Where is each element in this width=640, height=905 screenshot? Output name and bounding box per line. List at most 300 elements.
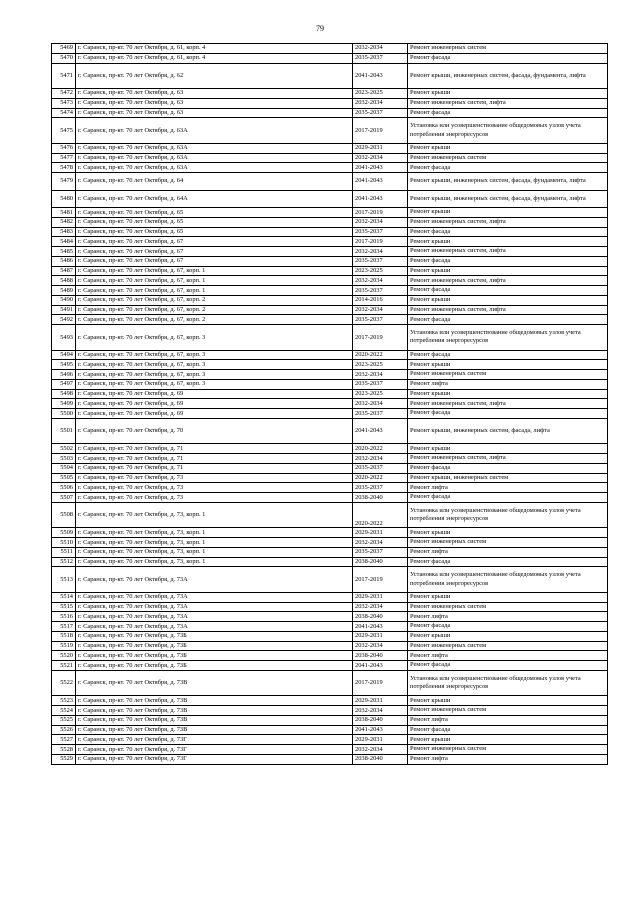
row-number-cell: 5476 xyxy=(52,143,76,153)
work-type-cell xyxy=(408,63,608,89)
work-type-text: Ремонт крыши xyxy=(410,696,451,704)
work-type-text: Ремонт инженерных систем xyxy=(410,602,487,610)
table-row xyxy=(52,163,608,173)
work-type-cell xyxy=(408,379,608,389)
row-number-cell: 5509 xyxy=(52,528,76,538)
period-cell: 2032-2034 xyxy=(353,706,408,716)
work-type-cell xyxy=(408,641,608,651)
work-type-cell xyxy=(408,651,608,661)
period-cell: 2038-2040 xyxy=(353,493,408,503)
row-number-cell: 5529 xyxy=(52,754,76,764)
row-number-cell: 5506 xyxy=(52,483,76,493)
row-number-cell: 5499 xyxy=(52,399,76,409)
work-type-cell xyxy=(408,631,608,641)
row-number-cell: 5512 xyxy=(52,557,76,567)
address-cell: г. Саранск, пр-кт. 70 лет Октября, д. 64 xyxy=(76,173,353,191)
address-cell: г. Саранск, пр-кт. 70 лет Октября, д. 73Г xyxy=(76,745,353,755)
work-type-cell xyxy=(408,286,608,296)
address-cell: г. Саранск, пр-кт. 70 лет Октября, д. 65 xyxy=(76,208,353,218)
row-number-cell: 5482 xyxy=(52,217,76,227)
period-cell: 2041-2043 xyxy=(353,190,408,208)
work-type-cell xyxy=(408,547,608,557)
work-type-text: Ремонт лифта xyxy=(410,548,448,556)
period-cell: 2035-2037 xyxy=(353,108,408,118)
work-type-text: Ремонт фасада xyxy=(410,464,451,472)
period-cell: 2017-2019 xyxy=(353,208,408,218)
period-cell: 2029-2031 xyxy=(353,735,408,745)
work-type-cell xyxy=(408,567,608,593)
table-row xyxy=(52,325,608,351)
period-cell: 2035-2037 xyxy=(353,227,408,237)
row-number-cell: 5469 xyxy=(52,44,76,54)
table-row xyxy=(52,389,608,399)
row-number-cell: 5494 xyxy=(52,350,76,360)
table-body xyxy=(52,44,608,765)
work-type-text: Ремонт крыши xyxy=(410,296,451,304)
work-type-cell xyxy=(408,360,608,370)
work-type-text: Ремонт лифта xyxy=(410,380,448,388)
work-type-text: Ремонт инженерных систем, лифта xyxy=(410,99,506,107)
row-number-cell: 5528 xyxy=(52,745,76,755)
table-row xyxy=(52,661,608,671)
work-type-text: Ремонт фасада xyxy=(410,54,451,62)
work-type-cell xyxy=(408,754,608,764)
work-type-text: Ремонт инженерных систем, лифта xyxy=(410,454,506,462)
period-cell: 2035-2037 xyxy=(353,256,408,266)
work-type-text: Ремонт фасада xyxy=(410,493,451,501)
period-cell: 2032-2034 xyxy=(353,745,408,755)
work-type-cell xyxy=(408,190,608,208)
table-row xyxy=(52,256,608,266)
address-cell: г. Саранск, пр-кт. 70 лет Октября, д. 73А xyxy=(76,567,353,593)
table-row xyxy=(52,463,608,473)
period-cell: 2029-2031 xyxy=(353,631,408,641)
period-cell: 2014-2016 xyxy=(353,295,408,305)
work-type-cell xyxy=(408,256,608,266)
table-row xyxy=(52,612,608,622)
table-row xyxy=(52,350,608,360)
work-type-cell xyxy=(408,538,608,548)
row-number-cell: 5514 xyxy=(52,592,76,602)
work-type-text: Ремонт крыши xyxy=(410,389,451,397)
work-type-cell xyxy=(408,745,608,755)
table-row xyxy=(52,266,608,276)
address-cell: г. Саранск, пр-кт. 70 лет Октября, д. 67, корп. 2 xyxy=(76,305,353,315)
table-row xyxy=(52,276,608,286)
table-row xyxy=(52,173,608,191)
work-type-cell xyxy=(408,350,608,360)
table-row xyxy=(52,706,608,716)
work-type-text: Ремонт инженерных систем xyxy=(410,538,487,546)
address-cell: г. Саранск, пр-кт. 70 лет Октября, д. 73В xyxy=(76,706,353,716)
table-row xyxy=(52,502,608,528)
address-cell: г. Саранск, пр-кт. 70 лет Октября, д. 63А xyxy=(76,163,353,173)
address-cell: г. Саранск, пр-кт. 70 лет Октября, д. 69 xyxy=(76,389,353,399)
work-type-text: Ремонт инженерных систем xyxy=(410,745,487,753)
period-cell: 2023-2025 xyxy=(353,360,408,370)
table-row xyxy=(52,118,608,144)
row-number-cell: 5516 xyxy=(52,612,76,622)
period-cell: 2038-2040 xyxy=(353,651,408,661)
row-number-cell: 5488 xyxy=(52,276,76,286)
period-cell: 2017-2019 xyxy=(353,670,408,696)
work-type-cell xyxy=(408,463,608,473)
work-type-cell xyxy=(408,173,608,191)
table-row xyxy=(52,217,608,227)
page-number: 79 xyxy=(316,24,324,33)
address-cell: г. Саранск, пр-кт. 70 лет Октября, д. 73В xyxy=(76,670,353,696)
row-number-cell: 5485 xyxy=(52,247,76,257)
row-number-cell: 5510 xyxy=(52,538,76,548)
work-type-text: Ремонт крыши, инженерных систем xyxy=(410,473,509,481)
row-number-cell: 5511 xyxy=(52,547,76,557)
row-number-cell: 5496 xyxy=(52,370,76,380)
work-type-text: Ремонт лифта xyxy=(410,755,448,763)
period-cell: 2038-2040 xyxy=(353,557,408,567)
work-type-cell xyxy=(408,483,608,493)
table-row xyxy=(52,360,608,370)
period-cell: 2023-2025 xyxy=(353,266,408,276)
table-row xyxy=(52,473,608,483)
work-type-cell xyxy=(408,502,608,528)
table-row xyxy=(52,237,608,247)
period-cell: 2041-2043 xyxy=(353,661,408,671)
address-cell: г. Саранск, пр-кт. 70 лет Октября, д. 73, корп. 1 xyxy=(76,502,353,528)
row-number-cell: 5472 xyxy=(52,89,76,99)
period-cell: 2032-2034 xyxy=(353,370,408,380)
address-cell: г. Саранск, пр-кт. 70 лет Октября, д. 73В xyxy=(76,696,353,706)
table-row xyxy=(52,418,608,444)
address-cell: г. Саранск, пр-кт. 70 лет Октября, д. 69 xyxy=(76,409,353,419)
row-number-cell: 5517 xyxy=(52,622,76,632)
row-number-cell: 5491 xyxy=(52,305,76,315)
work-type-cell xyxy=(408,153,608,163)
period-cell: 2023-2025 xyxy=(353,389,408,399)
period-cell: 2035-2037 xyxy=(353,483,408,493)
row-number-cell: 5495 xyxy=(52,360,76,370)
address-cell: г. Саранск, пр-кт. 70 лет Октября, д. 67, корп. 3 xyxy=(76,370,353,380)
row-number-cell: 5519 xyxy=(52,641,76,651)
work-type-cell xyxy=(408,305,608,315)
work-type-text: Ремонт крыши xyxy=(410,593,451,601)
period-cell: 2041-2043 xyxy=(353,418,408,444)
work-type-text: Ремонт крыши, инженерных систем, фасада, фундамента, лифта xyxy=(410,71,586,79)
table-row xyxy=(52,409,608,419)
address-cell: г. Саранск, пр-кт. 70 лет Октября, д. 73 xyxy=(76,473,353,483)
period-cell: 2020-2022 xyxy=(353,502,408,528)
work-type-text: Ремонт лифта xyxy=(410,612,448,620)
table-row xyxy=(52,247,608,257)
work-type-cell xyxy=(408,622,608,632)
table-row xyxy=(52,735,608,745)
address-cell: г. Саранск, пр-кт. 70 лет Октября, д. 73А xyxy=(76,612,353,622)
work-type-cell xyxy=(408,454,608,464)
work-type-text: Ремонт фасада xyxy=(410,661,451,669)
work-type-text: Ремонт крыши xyxy=(410,144,451,152)
period-cell: 2032-2034 xyxy=(353,153,408,163)
work-type-cell xyxy=(408,706,608,716)
work-type-cell xyxy=(408,715,608,725)
table-row xyxy=(52,631,608,641)
period-cell: 2035-2037 xyxy=(353,315,408,325)
table-row xyxy=(52,651,608,661)
work-type-text: Ремонт крыши, инженерных систем, фасада, лифта xyxy=(410,427,550,435)
address-cell: г. Саранск, пр-кт. 70 лет Октября, д. 71 xyxy=(76,444,353,454)
period-cell: 2017-2019 xyxy=(353,118,408,144)
table-row xyxy=(52,153,608,163)
table-row xyxy=(52,63,608,89)
work-type-cell xyxy=(408,444,608,454)
work-type-text: Ремонт инженерных систем xyxy=(410,641,487,649)
work-type-text: Ремонт инженерных систем xyxy=(410,44,487,52)
row-number-cell: 5470 xyxy=(52,53,76,63)
work-type-text: Ремонт инженерных систем, лифта xyxy=(410,218,506,226)
table-row xyxy=(52,454,608,464)
work-type-cell xyxy=(408,473,608,483)
row-number-cell: 5505 xyxy=(52,473,76,483)
period-cell: 2032-2034 xyxy=(353,276,408,286)
address-cell: г. Саранск, пр-кт. 70 лет Октября, д. 73А xyxy=(76,592,353,602)
table-row xyxy=(52,89,608,99)
work-type-cell xyxy=(408,98,608,108)
row-number-cell: 5501 xyxy=(52,418,76,444)
table-row xyxy=(52,143,608,153)
row-number-cell: 5479 xyxy=(52,173,76,191)
work-type-text: Ремонт крыши xyxy=(410,735,451,743)
work-type-cell xyxy=(408,602,608,612)
work-type-text: Ремонт крыши xyxy=(410,237,451,245)
table-row xyxy=(52,493,608,503)
address-cell: г. Саранск, пр-кт. 70 лет Октября, д. 61, корп. 4 xyxy=(76,53,353,63)
address-cell: г. Саранск, пр-кт. 70 лет Октября, д. 63А xyxy=(76,118,353,144)
address-cell: г. Саранск, пр-кт. 70 лет Октября, д. 71 xyxy=(76,454,353,464)
row-number-cell: 5524 xyxy=(52,706,76,716)
row-number-cell: 5503 xyxy=(52,454,76,464)
row-number-cell: 5477 xyxy=(52,153,76,163)
address-cell: г. Саранск, пр-кт. 70 лет Октября, д. 73Б xyxy=(76,631,353,641)
row-number-cell: 5497 xyxy=(52,379,76,389)
work-type-cell xyxy=(408,208,608,218)
period-cell: 2035-2037 xyxy=(353,286,408,296)
work-type-cell xyxy=(408,725,608,735)
work-type-text: Ремонт лифта xyxy=(410,483,448,491)
address-cell: г. Саранск, пр-кт. 70 лет Октября, д. 67, корп. 3 xyxy=(76,360,353,370)
work-type-cell xyxy=(408,143,608,153)
address-cell: г. Саранск, пр-кт. 70 лет Октября, д. 65 xyxy=(76,227,353,237)
row-number-cell: 5481 xyxy=(52,208,76,218)
period-cell: 2017-2019 xyxy=(353,567,408,593)
period-cell: 2038-2040 xyxy=(353,754,408,764)
work-type-text: Ремонт фасада xyxy=(410,315,451,323)
row-number-cell: 5493 xyxy=(52,325,76,351)
address-cell: г. Саранск, пр-кт. 70 лет Октября, д. 73, корп. 1 xyxy=(76,547,353,557)
address-cell: г. Саранск, пр-кт. 70 лет Октября, д. 67, корп. 3 xyxy=(76,350,353,360)
row-number-cell: 5489 xyxy=(52,286,76,296)
address-cell: г. Саранск, пр-кт. 70 лет Октября, д. 62 xyxy=(76,63,353,89)
period-cell: 2041-2043 xyxy=(353,163,408,173)
row-number-cell: 5492 xyxy=(52,315,76,325)
work-type-text: Ремонт крыши xyxy=(410,528,451,536)
work-type-cell xyxy=(408,163,608,173)
address-cell: г. Саранск, пр-кт. 70 лет Октября, д. 67, корп. 3 xyxy=(76,325,353,351)
work-type-cell xyxy=(408,325,608,351)
table-row xyxy=(52,286,608,296)
work-type-cell xyxy=(408,557,608,567)
address-cell: г. Саранск, пр-кт. 70 лет Октября, д. 73 xyxy=(76,493,353,503)
period-cell: 2029-2031 xyxy=(353,592,408,602)
period-cell: 2032-2034 xyxy=(353,399,408,409)
address-cell: г. Саранск, пр-кт. 70 лет Октября, д. 73, корп. 1 xyxy=(76,557,353,567)
work-type-text: Ремонт фасада xyxy=(410,227,451,235)
table-row xyxy=(52,670,608,696)
work-type-text: Ремонт крыши, инженерных систем, фасада, фундамента, лифта xyxy=(410,177,586,185)
row-number-cell: 5518 xyxy=(52,631,76,641)
period-cell: 2023-2025 xyxy=(353,89,408,99)
address-cell: г. Саранск, пр-кт. 70 лет Октября, д. 67, корп. 1 xyxy=(76,286,353,296)
work-type-text: Ремонт фасада xyxy=(410,557,451,565)
work-type-text: Ремонт лифта xyxy=(410,716,448,724)
work-type-cell xyxy=(408,247,608,257)
address-cell: г. Саранск, пр-кт. 70 лет Октября, д. 67, корп. 2 xyxy=(76,295,353,305)
address-cell: г. Саранск, пр-кт. 70 лет Октября, д. 67 xyxy=(76,237,353,247)
address-cell: г. Саранск, пр-кт. 70 лет Октября, д. 67, корп. 1 xyxy=(76,276,353,286)
period-cell: 2041-2043 xyxy=(353,622,408,632)
period-cell: 2035-2037 xyxy=(353,463,408,473)
table-row xyxy=(52,528,608,538)
address-cell: г. Саранск, пр-кт. 70 лет Октября, д. 73А xyxy=(76,602,353,612)
row-number-cell: 5478 xyxy=(52,163,76,173)
row-number-cell: 5484 xyxy=(52,237,76,247)
work-type-cell xyxy=(408,493,608,503)
work-type-cell xyxy=(408,528,608,538)
period-cell: 2038-2040 xyxy=(353,715,408,725)
table-row xyxy=(52,379,608,389)
period-cell: 2032-2034 xyxy=(353,217,408,227)
work-type-cell xyxy=(408,418,608,444)
work-type-text: Ремонт фасада xyxy=(410,350,451,358)
table-row xyxy=(52,696,608,706)
table-row xyxy=(52,602,608,612)
work-type-text: Ремонт фасада xyxy=(410,163,451,171)
address-cell: г. Саранск, пр-кт. 70 лет Октября, д. 73Б xyxy=(76,641,353,651)
table-row xyxy=(52,370,608,380)
period-cell: 2032-2034 xyxy=(353,98,408,108)
work-type-text: Установка или усовершенствование общедомовых узлов учета потребления энергоресурсов xyxy=(410,122,581,138)
work-type-text: Установка или усовершенствование общедомовых узлов учета потребления энергоресурсов xyxy=(410,329,581,345)
table-row xyxy=(52,641,608,651)
period-cell: 2032-2034 xyxy=(353,538,408,548)
table-row xyxy=(52,444,608,454)
address-cell: г. Саранск, пр-кт. 70 лет Октября, д. 73, корп. 1 xyxy=(76,538,353,548)
work-type-cell xyxy=(408,670,608,696)
work-type-text: Ремонт крыши, инженерных систем, фасада, фундамента, лифта xyxy=(410,194,586,202)
row-number-cell: 5498 xyxy=(52,389,76,399)
table-row xyxy=(52,190,608,208)
work-type-text: Ремонт фасада xyxy=(410,257,451,265)
period-cell: 2035-2037 xyxy=(353,379,408,389)
row-number-cell: 5475 xyxy=(52,118,76,144)
period-cell: 2041-2043 xyxy=(353,725,408,735)
address-cell: г. Саранск, пр-кт. 70 лет Октября, д. 73Б xyxy=(76,661,353,671)
table-row xyxy=(52,622,608,632)
address-cell: г. Саранск, пр-кт. 70 лет Октября, д. 63 xyxy=(76,89,353,99)
work-type-cell xyxy=(408,370,608,380)
period-cell: 2032-2034 xyxy=(353,602,408,612)
address-cell: г. Саранск, пр-кт. 70 лет Октября, д. 67, корп. 1 xyxy=(76,266,353,276)
address-cell: г. Саранск, пр-кт. 70 лет Октября, д. 73В xyxy=(76,715,353,725)
table-row xyxy=(52,547,608,557)
row-number-cell: 5515 xyxy=(52,602,76,612)
work-type-cell xyxy=(408,735,608,745)
row-number-cell: 5527 xyxy=(52,735,76,745)
table-row xyxy=(52,208,608,218)
period-cell: 2035-2037 xyxy=(353,547,408,557)
period-cell: 2032-2034 xyxy=(353,247,408,257)
row-number-cell: 5504 xyxy=(52,463,76,473)
row-number-cell: 5508 xyxy=(52,502,76,528)
row-number-cell: 5474 xyxy=(52,108,76,118)
work-type-cell xyxy=(408,53,608,63)
work-type-text: Ремонт инженерных систем, лифта xyxy=(410,276,506,284)
table-row xyxy=(52,315,608,325)
work-type-text: Ремонт крыши xyxy=(410,632,451,640)
table-row xyxy=(52,108,608,118)
work-type-text: Установка или усовершенствование общедомовых узлов учета потребления энергоресурсов xyxy=(410,506,581,523)
work-type-text: Ремонт фасада xyxy=(410,725,451,733)
address-cell: г. Саранск, пр-кт. 70 лет Октября, д. 67, корп. 3 xyxy=(76,379,353,389)
row-number-cell: 5500 xyxy=(52,409,76,419)
work-type-text: Ремонт крыши xyxy=(410,266,451,274)
work-type-text: Ремонт крыши xyxy=(410,444,451,452)
row-number-cell: 5490 xyxy=(52,295,76,305)
work-type-cell xyxy=(408,409,608,419)
work-type-text: Установка или усовершенствование общедомовых узлов учета потребления энергоресурсов xyxy=(410,674,581,691)
address-cell: г. Саранск, пр-кт. 70 лет Октября, д. 67 xyxy=(76,256,353,266)
work-type-cell xyxy=(408,108,608,118)
row-number-cell: 5486 xyxy=(52,256,76,266)
address-cell: г. Саранск, пр-кт. 70 лет Октября, д. 61, корп. 4 xyxy=(76,44,353,54)
address-cell: г. Саранск, пр-кт. 70 лет Октября, д. 73Б xyxy=(76,651,353,661)
address-cell: г. Саранск, пр-кт. 70 лет Октября, д. 63А xyxy=(76,143,353,153)
work-type-text: Ремонт крыши xyxy=(410,89,451,97)
row-number-cell: 5502 xyxy=(52,444,76,454)
work-type-cell xyxy=(408,276,608,286)
period-cell: 2041-2043 xyxy=(353,173,408,191)
work-type-text: Ремонт крыши xyxy=(410,208,451,216)
address-cell: г. Саранск, пр-кт. 70 лет Октября, д. 64А xyxy=(76,190,353,208)
table-row xyxy=(52,745,608,755)
work-type-text: Ремонт крыши xyxy=(410,360,451,368)
work-type-text: Ремонт фасада xyxy=(410,286,451,294)
table-row xyxy=(52,305,608,315)
work-type-cell xyxy=(408,612,608,622)
period-cell: 2032-2034 xyxy=(353,641,408,651)
table-row xyxy=(52,592,608,602)
row-number-cell: 5521 xyxy=(52,661,76,671)
work-type-text: Ремонт фасада xyxy=(410,622,451,630)
period-cell: 2032-2034 xyxy=(353,454,408,464)
address-cell: г. Саранск, пр-кт. 70 лет Октября, д. 67, корп. 2 xyxy=(76,315,353,325)
period-cell: 2032-2034 xyxy=(353,305,408,315)
row-number-cell: 5526 xyxy=(52,725,76,735)
table-row xyxy=(52,227,608,237)
work-type-cell xyxy=(408,696,608,706)
work-type-text: Ремонт инженерных систем xyxy=(410,706,487,714)
work-type-cell xyxy=(408,118,608,144)
work-type-cell xyxy=(408,592,608,602)
address-cell: г. Саранск, пр-кт. 70 лет Октября, д. 73Г xyxy=(76,735,353,745)
period-cell: 2020-2022 xyxy=(353,444,408,454)
